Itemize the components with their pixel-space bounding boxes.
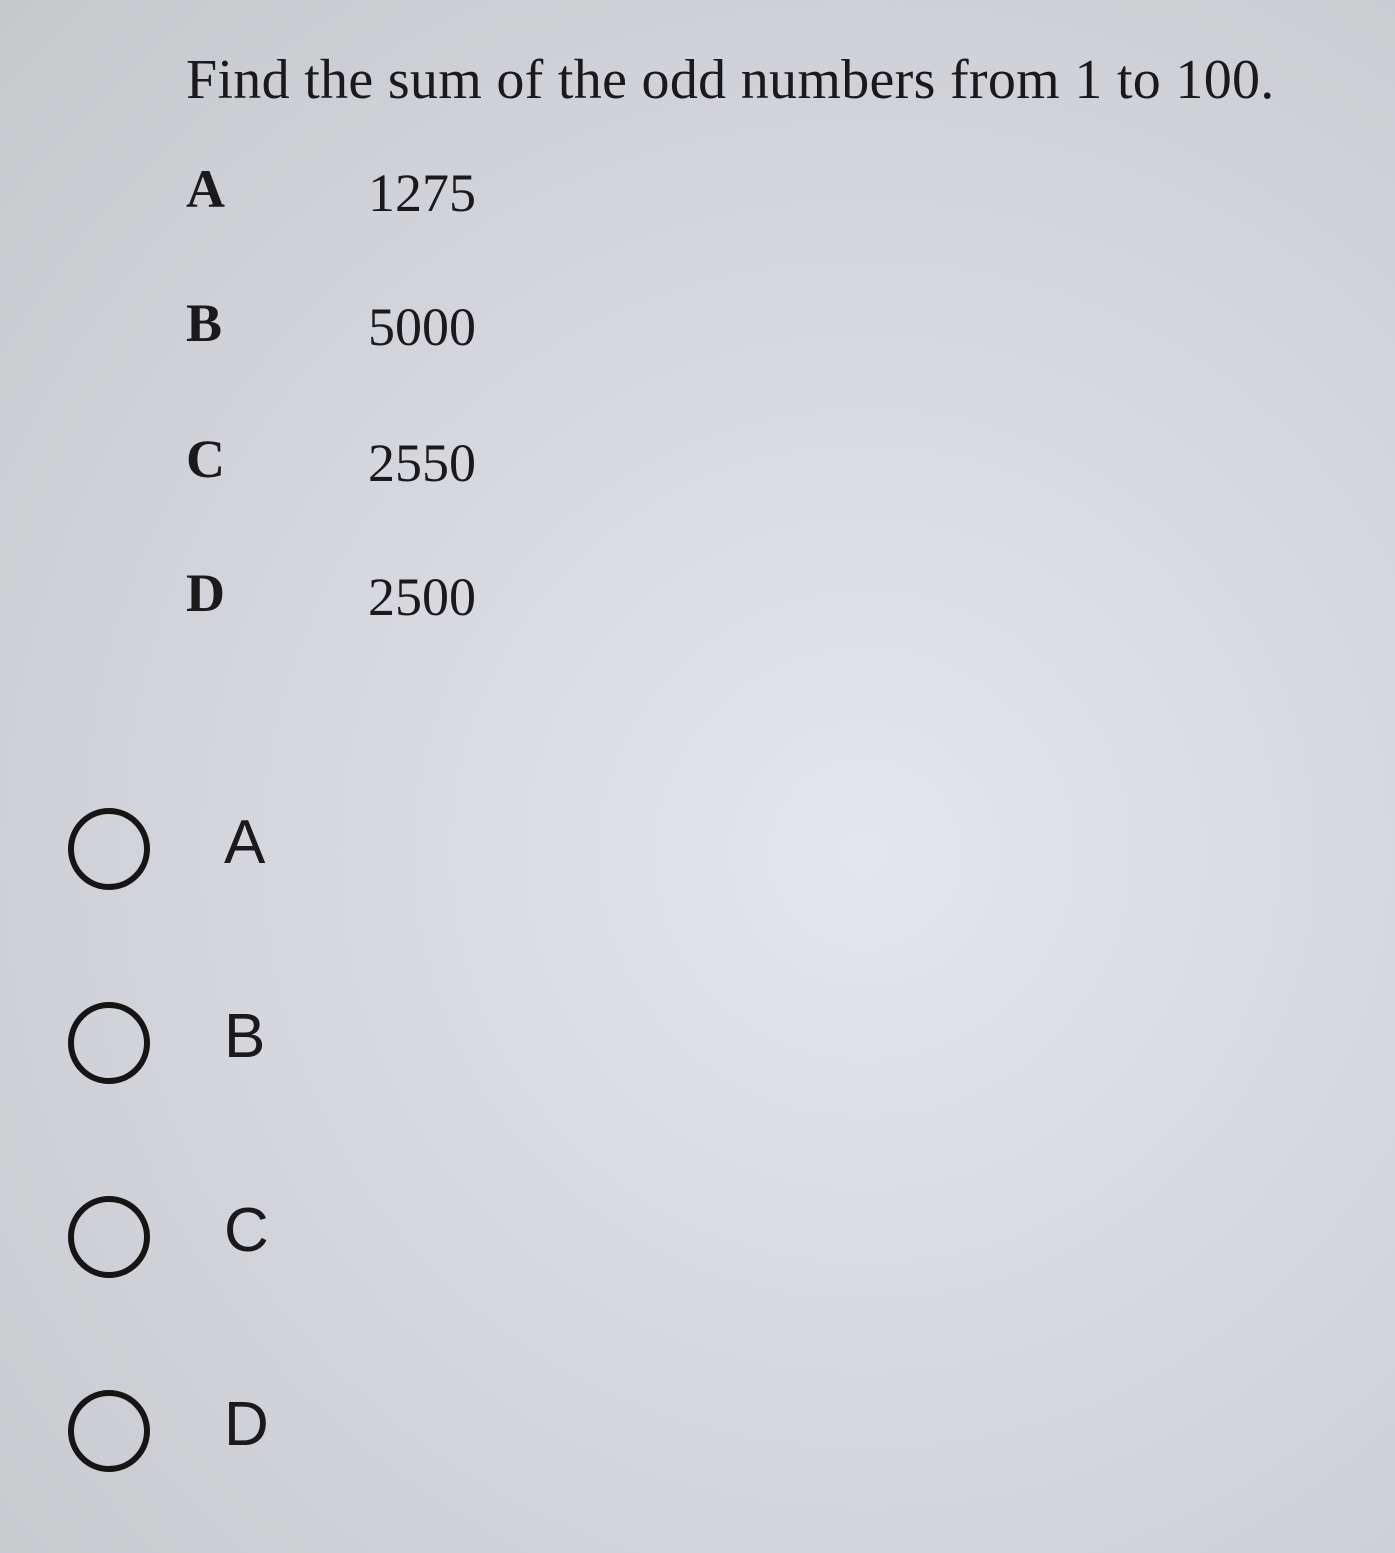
choice-row-d: [186, 562, 506, 632]
answer-option-label[interactable]: C: [224, 1196, 269, 1265]
answer-option-label[interactable]: B: [224, 1002, 266, 1071]
answer-option-b[interactable]: [62, 998, 322, 1098]
choice-row-b: [186, 292, 506, 362]
choice-row-c: [186, 428, 506, 498]
choice-row-a: [186, 158, 506, 228]
choice-value: 1275: [368, 163, 476, 223]
radio-button-b[interactable]: [68, 1002, 150, 1084]
answer-option-d[interactable]: [62, 1386, 322, 1486]
answer-option-c[interactable]: [62, 1192, 322, 1292]
radio-button-a[interactable]: [68, 808, 150, 890]
radio-button-c[interactable]: [68, 1196, 150, 1278]
choice-value: 2550: [368, 433, 476, 493]
radio-button-d[interactable]: [68, 1390, 150, 1472]
choice-letter: D: [186, 563, 225, 623]
choice-letter: C: [186, 429, 225, 489]
answer-option-a[interactable]: [62, 804, 322, 904]
choice-letter: A: [186, 159, 225, 219]
choice-value: 2500: [368, 567, 476, 627]
choice-letter: B: [186, 293, 223, 353]
answer-option-label[interactable]: D: [224, 1390, 269, 1459]
answer-option-label[interactable]: A: [224, 808, 266, 877]
choice-value: 5000: [368, 297, 476, 357]
question-text: Find the sum of the odd numbers from 1 to 100.: [186, 49, 1275, 111]
